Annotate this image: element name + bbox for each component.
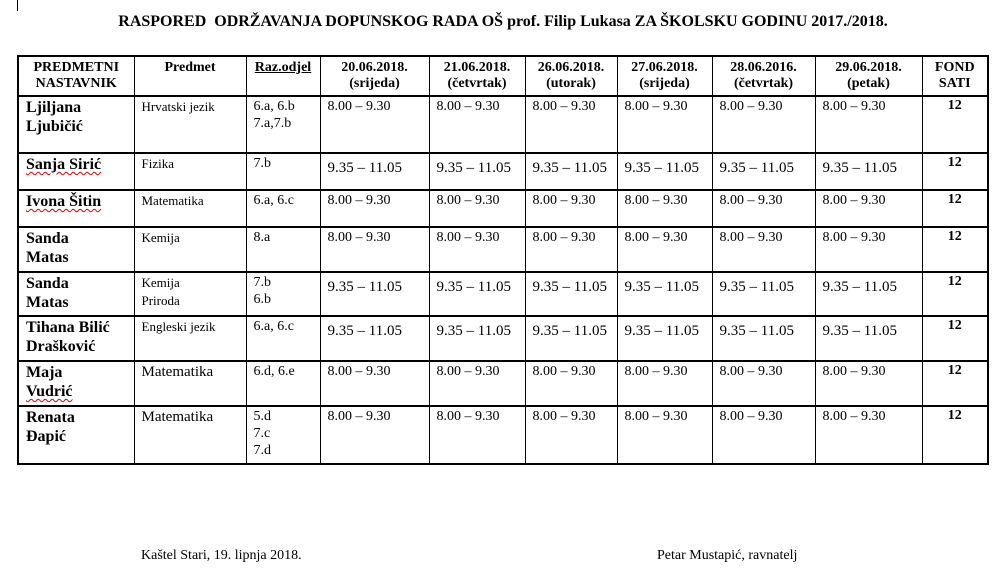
subject-cell: Matematika	[134, 361, 246, 406]
subject-cell: Matematika	[134, 190, 246, 227]
header-date-1: 20.06.2018. (srijeda)	[320, 56, 429, 96]
fond-cell: 12	[922, 406, 988, 464]
time-cell: 9.35 – 11.05	[712, 272, 815, 316]
time-cell: 8.00 – 9.30	[712, 190, 815, 227]
time-cell: 8.00 – 9.30	[429, 96, 525, 153]
subject-cell: Engleski jezik	[134, 316, 246, 361]
teacher-cell: Sanda Matas	[18, 272, 134, 316]
table-row	[18, 316, 988, 361]
table-row	[18, 406, 988, 464]
subject-cell: Kemija	[134, 227, 246, 272]
time-cell: 8.00 – 9.30	[320, 227, 429, 272]
time-cell: 9.35 – 11.05	[617, 153, 712, 190]
teacher-cell: Renata Đapić	[18, 406, 134, 464]
time-cell: 8.00 – 9.30	[815, 96, 922, 153]
time-cell: 8.00 – 9.30	[815, 361, 922, 406]
time-cell: 9.35 – 11.05	[617, 316, 712, 361]
time-cell: 9.35 – 11.05	[525, 153, 617, 190]
time-cell: 8.00 – 9.30	[815, 406, 922, 464]
table-row	[18, 96, 988, 153]
header-classes: Raz.odjel	[246, 56, 320, 96]
time-cell: 8.00 – 9.30	[712, 96, 815, 153]
time-cell: 9.35 – 11.05	[429, 272, 525, 316]
time-cell: 8.00 – 9.30	[429, 227, 525, 272]
time-cell: 8.00 – 9.30	[525, 190, 617, 227]
time-cell: 8.00 – 9.30	[429, 190, 525, 227]
classes-cell: 5.d 7.c 7.d	[246, 406, 320, 464]
fond-cell: 12	[922, 361, 988, 406]
time-cell: 9.35 – 11.05	[320, 316, 429, 361]
time-cell: 8.00 – 9.30	[525, 227, 617, 272]
teacher-cell: Ljiljana Ljubičić	[18, 96, 134, 153]
time-cell: 9.35 – 11.05	[320, 153, 429, 190]
time-cell: 8.00 – 9.30	[712, 361, 815, 406]
fond-cell: 12	[922, 96, 988, 153]
classes-cell: 8.a	[246, 227, 320, 272]
time-cell: 9.35 – 11.05	[815, 272, 922, 316]
header-date-4: 27.06.2018. (srijeda)	[617, 56, 712, 96]
classes-cell: 7.b	[246, 153, 320, 190]
table-row	[18, 361, 988, 406]
header-date-3: 26.06.2018. (utorak)	[525, 56, 617, 96]
time-cell: 8.00 – 9.30	[617, 361, 712, 406]
time-cell: 8.00 – 9.30	[525, 361, 617, 406]
classes-cell: 6.a, 6.c	[246, 316, 320, 361]
table-row	[18, 227, 988, 272]
time-cell: 9.35 – 11.05	[320, 272, 429, 316]
signature: Petar Mustapić, ravnatelj	[657, 548, 798, 563]
header-teacher: PREDMETNI NASTAVNIK	[18, 56, 134, 96]
time-cell: 9.35 – 11.05	[712, 316, 815, 361]
time-cell: 9.35 – 11.05	[429, 153, 525, 190]
subject-cell: Hrvatski jezik	[134, 96, 246, 153]
time-cell: 8.00 – 9.30	[815, 190, 922, 227]
subject-cell: Matematika	[134, 406, 246, 464]
fond-cell: 12	[922, 153, 988, 190]
teacher-cell: Tihana Bilić Drašković	[18, 316, 134, 361]
time-cell: 8.00 – 9.30	[320, 96, 429, 153]
header-date-2: 21.06.2018. (četvrtak)	[429, 56, 525, 96]
time-cell: 8.00 – 9.30	[525, 96, 617, 153]
teacher-cell: Maja Vudrić	[18, 361, 134, 406]
classes-cell: 6.a, 6.c	[246, 190, 320, 227]
classes-cell: 7.b 6.b	[246, 272, 320, 316]
fond-cell: 12	[922, 190, 988, 227]
table-row	[18, 272, 988, 316]
subject-cell: Kemija Priroda	[134, 272, 246, 316]
time-cell: 8.00 – 9.30	[320, 361, 429, 406]
subject-cell: Fizika	[134, 153, 246, 190]
time-cell: 8.00 – 9.30	[815, 227, 922, 272]
fond-cell: 12	[922, 272, 988, 316]
time-cell: 8.00 – 9.30	[617, 227, 712, 272]
place-date: Kaštel Stari, 19. lipnja 2018.	[141, 548, 302, 563]
time-cell: 9.35 – 11.05	[525, 272, 617, 316]
header-date-5: 28.06.2016. (četvrtak)	[712, 56, 815, 96]
time-cell: 8.00 – 9.30	[617, 96, 712, 153]
time-cell: 8.00 – 9.30	[320, 190, 429, 227]
header-row	[18, 56, 988, 96]
time-cell: 9.35 – 11.05	[525, 316, 617, 361]
time-cell: 8.00 – 9.30	[712, 227, 815, 272]
time-cell: 9.35 – 11.05	[712, 153, 815, 190]
time-cell: 8.00 – 9.30	[617, 190, 712, 227]
header-subject: Predmet	[134, 56, 246, 96]
document-title: RASPORED ODRŽAVANJA DOPUNSKOG RADA OŠ prof. Filip Lukasa ZA ŠKOLSKU GODINU 2017./2018.	[118, 13, 888, 30]
teacher-cell: Sanja Sirić	[18, 153, 134, 190]
time-cell: 8.00 – 9.30	[429, 361, 525, 406]
time-cell: 8.00 – 9.30	[429, 406, 525, 464]
table-row	[18, 153, 988, 190]
teacher-cell: Ivona Šitin	[18, 190, 134, 227]
teacher-cell: Sanda Matas	[18, 227, 134, 272]
fond-cell: 12	[922, 316, 988, 361]
time-cell: 8.00 – 9.30	[525, 406, 617, 464]
header-date-6: 29.06.2018. (petak)	[815, 56, 922, 96]
time-cell: 9.35 – 11.05	[617, 272, 712, 316]
text-cursor	[17, 0, 18, 11]
time-cell: 9.35 – 11.05	[429, 316, 525, 361]
schedule-table	[17, 55, 989, 465]
table-row	[18, 190, 988, 227]
time-cell: 8.00 – 9.30	[320, 406, 429, 464]
header-fond: FOND SATI	[922, 56, 988, 96]
time-cell: 9.35 – 11.05	[815, 153, 922, 190]
time-cell: 8.00 – 9.30	[712, 406, 815, 464]
time-cell: 9.35 – 11.05	[815, 316, 922, 361]
time-cell: 8.00 – 9.30	[617, 406, 712, 464]
classes-cell: 6.d, 6.e	[246, 361, 320, 406]
classes-cell: 6.a, 6.b 7.a,7.b	[246, 96, 320, 153]
fond-cell: 12	[922, 227, 988, 272]
